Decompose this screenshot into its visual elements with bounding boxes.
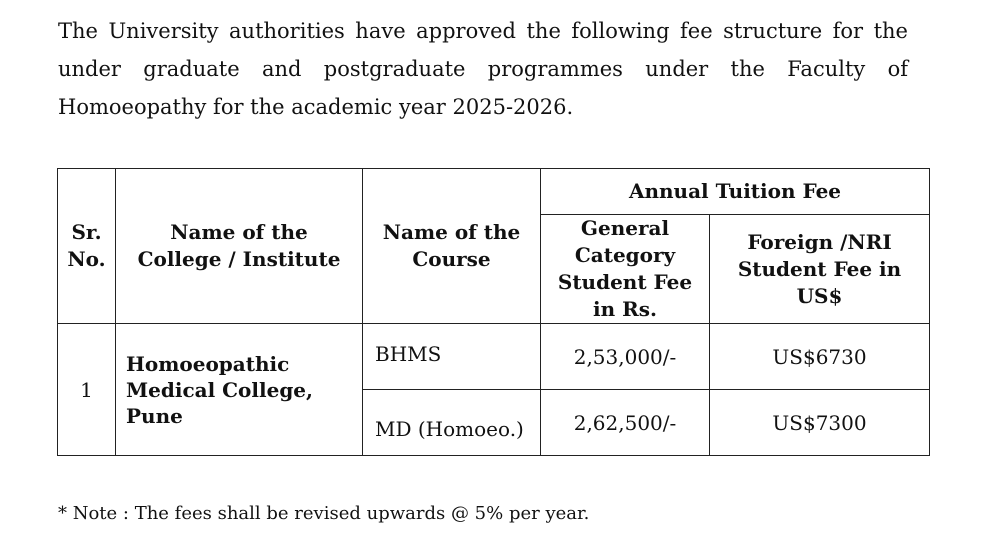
course-cell: BHMS [363, 324, 541, 390]
intro-line-3: Homoeopathy for the academic year 2025-2026. [58, 95, 574, 119]
intro-line-1: The University authorities have approved the following fee structure for the [58, 19, 908, 43]
general-fee-cell: 2,62,500/- [541, 390, 710, 456]
header-course-name: Name of the Course [363, 169, 541, 324]
intro-line-2: under graduate and postgraduate programmes under the Faculty of [58, 57, 908, 81]
college-name-cell: Homoeopathic Medical College, Pune [116, 324, 363, 456]
fee-revision-note: * Note : The fees shall be revised upwards @ 5% per year. [58, 503, 590, 524]
header-foreign-nri-fee: Foreign /NRI Student Fee in US$ [710, 215, 930, 324]
intro-paragraph [58, 12, 908, 126]
sr-no-cell: 1 [58, 324, 116, 456]
table-row [58, 324, 930, 390]
fee-structure-table [57, 168, 930, 456]
foreign-fee-cell: US$6730 [710, 324, 930, 390]
header-college-name: Name of the College / Institute [116, 169, 363, 324]
foreign-fee-cell: US$7300 [710, 390, 930, 456]
course-cell: MD (Homoeo.) [363, 390, 541, 456]
header-general-category-fee: General Category Student Fee in Rs. [541, 215, 710, 324]
header-annual-tuition-fee: Annual Tuition Fee [541, 169, 930, 215]
header-sr-no: Sr. No. [58, 169, 116, 324]
general-fee-cell: 2,53,000/- [541, 324, 710, 390]
